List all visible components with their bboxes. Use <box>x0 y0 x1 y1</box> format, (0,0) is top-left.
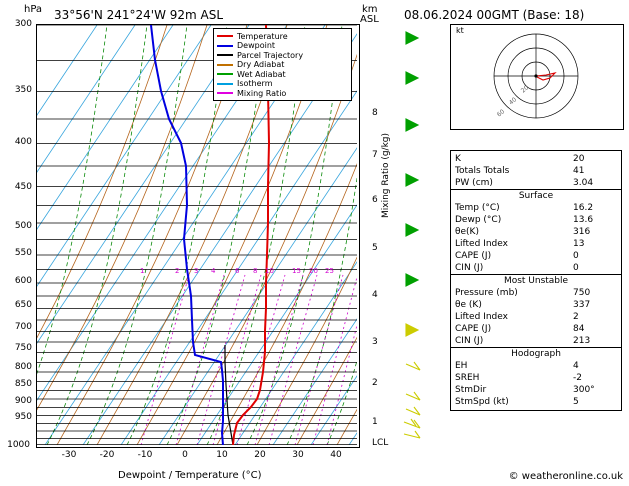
legend-item-dry-adiabat <box>217 60 348 69</box>
legend-label-temperature: Temperature <box>237 31 288 41</box>
surface-value-thetae: 316 <box>573 227 591 237</box>
xaxis-tick--10: -10 <box>137 450 153 460</box>
legend-swatch-temperature <box>217 35 233 37</box>
unstable-key-thetae: θe (K) <box>455 300 482 310</box>
svg-text:40: 40 <box>507 96 519 107</box>
hodo-key-sreh: SREH <box>455 373 480 383</box>
yaxis-tick-750: 750 <box>14 343 32 353</box>
surface-key-temp: Temp (°C) <box>455 203 500 213</box>
index-key-k: K <box>455 154 461 164</box>
surface-row-cape <box>451 250 621 262</box>
svg-text:2: 2 <box>175 267 180 275</box>
index-row-k <box>451 153 621 165</box>
parcel-trajectory-curve <box>225 345 233 445</box>
yaxis-tick-800: 800 <box>14 362 32 372</box>
index-row-pw <box>451 177 621 189</box>
index-key-totals: Totals Totals <box>455 166 510 176</box>
mixing-ratio-value-labels <box>140 267 334 275</box>
hodograph-ring-labels <box>496 84 530 118</box>
unstable-value-thetae: 337 <box>573 300 591 310</box>
surface-value-li: 13 <box>573 239 585 249</box>
unstable-row-thetae <box>451 299 621 311</box>
yaxis-tick-700: 700 <box>14 322 32 332</box>
mixing-ratio-lines <box>141 275 357 445</box>
svg-text:6: 6 <box>235 267 240 275</box>
legend-item-temperature <box>217 32 348 41</box>
legend-item-isotherm <box>217 79 348 88</box>
xaxis-tick--30: -30 <box>61 450 77 460</box>
pressure-unit-label: hPa <box>24 4 43 15</box>
legend-swatch-wet-adiabat <box>217 73 233 75</box>
unstable-value-li: 2 <box>573 312 579 322</box>
legend-item-mixing-ratio <box>217 89 348 98</box>
svg-text:4: 4 <box>211 267 216 275</box>
surface-value-cape: 0 <box>573 251 579 261</box>
unstable-value-cape: 84 <box>573 324 585 334</box>
yaxis-tick-950: 950 <box>14 412 32 422</box>
svg-text:20: 20 <box>519 84 531 95</box>
surface-value-cin: 0 <box>573 263 579 273</box>
kmaxis-tick-3: 3 <box>372 337 378 347</box>
surface-row-dewp <box>451 214 621 226</box>
legend-swatch-mixing-ratio <box>217 92 233 94</box>
legend-item-wet-adiabat <box>217 70 348 79</box>
hodograph-trace <box>536 73 555 80</box>
xaxis-tick-0: 0 <box>182 450 188 460</box>
altitude-unit-label: km <box>362 4 378 15</box>
hodo-value-eh: 4 <box>573 361 579 371</box>
legend-swatch-dry-adiabat <box>217 64 233 66</box>
kmaxis-tick-2: 2 <box>372 378 378 388</box>
unstable-value-pressure: 750 <box>573 288 591 298</box>
surface-row-cin <box>451 262 621 274</box>
hodo-value-stmspd: 5 <box>573 397 579 407</box>
kmaxis-tick-8: 8 <box>372 108 378 118</box>
section-header-most-unstable: Most Unstable <box>451 274 621 287</box>
surface-key-cin: CIN (J) <box>455 263 484 273</box>
yaxis-tick-450: 450 <box>14 182 32 192</box>
datetime-title: 08.06.2024 00GMT (Base: 18) <box>404 8 585 22</box>
legend-label-mixing-ratio: Mixing Ratio <box>237 88 287 98</box>
yaxis-tick-300: 300 <box>14 19 32 29</box>
surface-key-dewp: Dewp (°C) <box>455 215 502 225</box>
section-header-surface: Surface <box>451 189 621 202</box>
surface-key-cape: CAPE (J) <box>455 251 492 261</box>
legend-item-parcel <box>217 51 348 60</box>
yaxis-tick-1000: 1000 <box>7 440 30 450</box>
unstable-key-cape: CAPE (J) <box>455 324 492 334</box>
svg-text:10: 10 <box>265 267 274 275</box>
surface-key-li: Lifted Index <box>455 239 508 249</box>
surface-key-thetae: θe(K) <box>455 227 479 237</box>
unstable-row-cape <box>451 323 621 335</box>
legend-label-dry-adiabat: Dry Adiabat <box>237 60 285 69</box>
legend-label-isotherm: Isotherm <box>237 79 273 88</box>
unstable-row-cin <box>451 335 621 347</box>
surface-row-li <box>451 238 621 250</box>
index-value-totals: 41 <box>573 166 585 176</box>
xaxis-tick--20: -20 <box>99 450 115 460</box>
xaxis-tick-30: 30 <box>292 450 304 460</box>
yaxis-tick-900: 900 <box>14 396 32 406</box>
copyright-notice: © weatheronline.co.uk <box>508 471 623 482</box>
yaxis-tick-550: 550 <box>14 248 32 258</box>
hodo-row-sreh <box>451 372 621 384</box>
kmaxis-tick-1: 1 <box>372 417 378 427</box>
svg-text:25: 25 <box>325 267 334 275</box>
lcl-label: LCL <box>372 438 389 448</box>
legend-label-dewpoint: Dewpoint <box>237 41 276 50</box>
wind-barbs-lower <box>404 324 420 438</box>
kmaxis-tick-6: 6 <box>372 195 378 205</box>
hodograph-unit-label: kt <box>456 26 464 35</box>
xaxis-tick-20: 20 <box>254 450 266 460</box>
hodograph-origin-marker <box>534 74 537 77</box>
hodo-row-eh <box>451 360 621 372</box>
unstable-row-li <box>451 311 621 323</box>
wind-barbs-upper <box>406 32 418 286</box>
svg-text:1: 1 <box>140 267 145 275</box>
kmaxis-tick-7: 7 <box>372 150 378 160</box>
svg-text:20: 20 <box>309 267 318 275</box>
chart-legend <box>213 28 352 101</box>
svg-text:15: 15 <box>292 267 301 275</box>
kmaxis-tick-4: 4 <box>372 290 378 300</box>
legend-item-dewpoint <box>217 41 348 50</box>
xaxis-title: Dewpoint / Temperature (°C) <box>118 470 262 481</box>
hodo-row-stmdir <box>451 384 621 396</box>
wind-barb-column <box>392 24 432 446</box>
unstable-key-pressure: Pressure (mb) <box>455 288 518 298</box>
yaxis-tick-650: 650 <box>14 300 32 310</box>
xaxis-tick-40: 40 <box>330 450 342 460</box>
hodo-row-stmspd <box>451 396 621 410</box>
yaxis-tick-600: 600 <box>14 276 32 286</box>
hodo-key-stmspd: StmSpd (kt) <box>455 397 509 407</box>
index-key-pw: PW (cm) <box>455 178 493 188</box>
surface-value-dewp: 13.6 <box>573 215 594 225</box>
surface-row-thetae <box>451 226 621 238</box>
unstable-value-cin: 213 <box>573 336 591 346</box>
yaxis-tick-400: 400 <box>14 137 32 147</box>
yaxis-tick-850: 850 <box>14 379 32 389</box>
surface-value-temp: 16.2 <box>573 203 594 213</box>
station-title: 33°56'N 241°24'W 92m ASL <box>54 8 224 22</box>
index-row-totals <box>451 165 621 177</box>
unstable-row-pressure <box>451 287 621 299</box>
legend-swatch-parcel <box>217 54 233 56</box>
hodograph-panel <box>450 24 624 130</box>
mixing-ratio-axis-title: Mixing Ratio (g/kg) <box>381 132 391 218</box>
unstable-key-cin: CIN (J) <box>455 336 484 346</box>
legend-swatch-isotherm <box>217 83 233 85</box>
legend-label-parcel: Parcel Trajectory <box>237 50 304 60</box>
index-value-pw: 3.04 <box>573 178 594 188</box>
svg-text:60: 60 <box>495 108 507 119</box>
yaxis-tick-500: 500 <box>14 221 32 231</box>
section-header-hodograph: Hodograph <box>451 347 621 360</box>
hodo-key-eh: EH <box>455 361 468 371</box>
asl-label: ASL <box>360 14 379 25</box>
hodo-value-sreh: -2 <box>573 373 582 383</box>
surface-row-temp <box>451 202 621 214</box>
sounding-indices-panel <box>450 150 622 411</box>
svg-text:3: 3 <box>194 267 199 275</box>
legend-label-wet-adiabat: Wet Adiabat <box>237 69 286 79</box>
legend-swatch-dewpoint <box>217 45 233 47</box>
svg-text:8: 8 <box>253 267 258 275</box>
hodo-key-stmdir: StmDir <box>455 385 487 395</box>
yaxis-tick-350: 350 <box>14 85 32 95</box>
index-value-k: 20 <box>573 154 585 164</box>
hodo-value-stmdir: 300° <box>573 385 595 395</box>
xaxis-tick-10: 10 <box>216 450 228 460</box>
kmaxis-tick-5: 5 <box>372 243 378 253</box>
unstable-key-li: Lifted Index <box>455 312 508 322</box>
